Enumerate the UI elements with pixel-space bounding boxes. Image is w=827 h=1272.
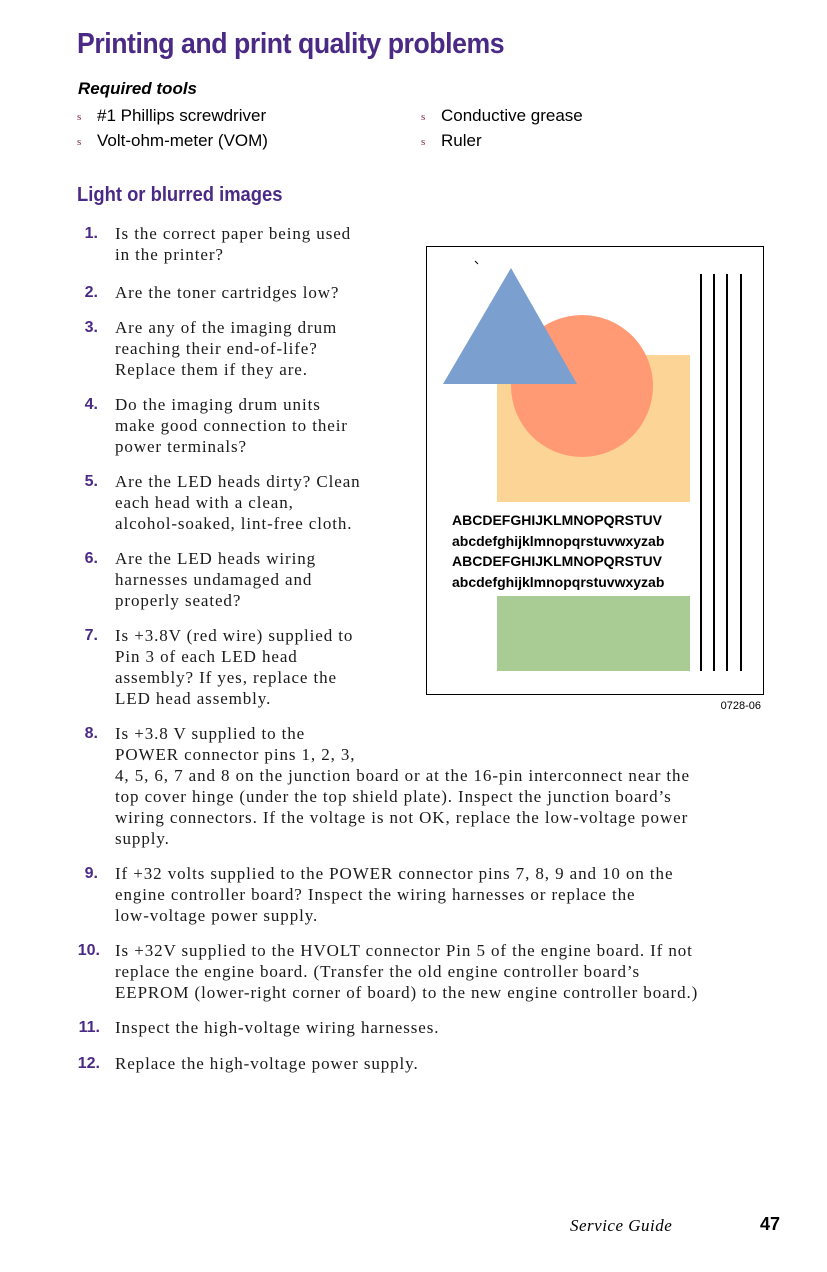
bullet-icon: s: [77, 111, 82, 123]
bullet-icon: s: [421, 136, 426, 148]
step-number: 6.: [84, 550, 98, 567]
tool-label: Conductive grease: [441, 106, 583, 125]
step-text: Is +32V supplied to the HVOLT connector Pin 5 of the engine board. If not replace the engine board. (Transfer the old engine controller board’s EEPROM (lower-right corner of board) to the new engine controller board.): [115, 941, 699, 1002]
page-title: Printing and print quality problems: [77, 28, 505, 60]
tool-item: [77, 106, 266, 126]
footer-guide-name: Service Guide: [570, 1216, 673, 1235]
tool-item: [421, 131, 482, 151]
step-text: Inspect the high-voltage wiring harnesses.: [115, 1018, 440, 1037]
step-number: 2.: [84, 284, 98, 301]
step-number: 3.: [84, 319, 98, 336]
step-number: 7.: [84, 627, 98, 644]
tool-label: Volt-ohm-meter (VOM): [97, 131, 268, 150]
step-number: 1.: [84, 225, 98, 242]
tool-item: [421, 106, 583, 126]
figure-text-line: abcdefghijklmnopqrstuvwxyzab: [452, 533, 665, 549]
step-number: 10.: [77, 942, 100, 959]
step-number: 8.: [84, 725, 98, 742]
step-number: 12.: [77, 1055, 100, 1072]
green-block-shape: [497, 596, 690, 671]
figure-text-line: ABCDEFGHIJKLMNOPQRSTUV: [452, 512, 663, 528]
step-text: Is +3.8 V supplied to the POWER connector pins 1, 2, 3, 4, 5, 6, 7 and 8 on the junction board or at the 16-pin interconnect near the top cover hinge (under the top shield plate). Inspect the junction board’s wiring connectors. If the voltage is not OK, replace the low-voltage power supply.: [115, 724, 690, 848]
step-text: Are the toner cartridges low?: [115, 283, 340, 302]
tool-label: #1 Phillips screwdriver: [97, 106, 267, 125]
step-number: 4.: [84, 396, 98, 413]
tool-label: Ruler: [441, 131, 482, 150]
step-number: 9.: [84, 865, 98, 882]
figure-caption: 0728-06: [720, 700, 761, 712]
test-print-figure: [426, 246, 764, 695]
page-number: 47: [760, 1214, 781, 1234]
step-number: 11.: [78, 1019, 100, 1036]
figure-text-line: abcdefghijklmnopqrstuvwxyzab: [452, 574, 665, 590]
tool-item: [77, 131, 268, 151]
step-text: If +32 volts supplied to the POWER connector pins 7, 8, 9 and 10 on the engine controller board? Inspect the wiring harnesses or replace the low-voltage power supply.: [115, 864, 674, 925]
step-text: Are any of the imaging drum reaching their end-of-life? Replace them if they are.: [115, 318, 338, 379]
small-tick-mark: [475, 261, 478, 264]
step-number: 5.: [84, 473, 98, 490]
step-text: Do the imaging drum units make good connection to their power terminals?: [115, 395, 348, 456]
step-text: Is the correct paper being used in the printer?: [115, 224, 352, 264]
step-text: Are the LED heads wiring harnesses undamaged and properly seated?: [115, 549, 316, 610]
step-text: Replace the high-voltage power supply.: [115, 1054, 419, 1073]
test-print-graphics: [427, 247, 765, 696]
bullet-icon: s: [77, 136, 82, 148]
step-text: Is +3.8V (red wire) supplied to Pin 3 of each LED head assembly? If yes, replace the LED head assembly.: [115, 626, 354, 708]
figure-text-line: ABCDEFGHIJKLMNOPQRSTUV: [452, 553, 663, 569]
section-heading: Light or blurred images: [77, 184, 283, 206]
required-tools-heading: Required tools: [78, 79, 198, 98]
step-text: Are the LED heads dirty? Clean each head with a clean, alcohol-soaked, lint-free cloth.: [115, 472, 361, 533]
bullet-icon: s: [421, 111, 426, 123]
